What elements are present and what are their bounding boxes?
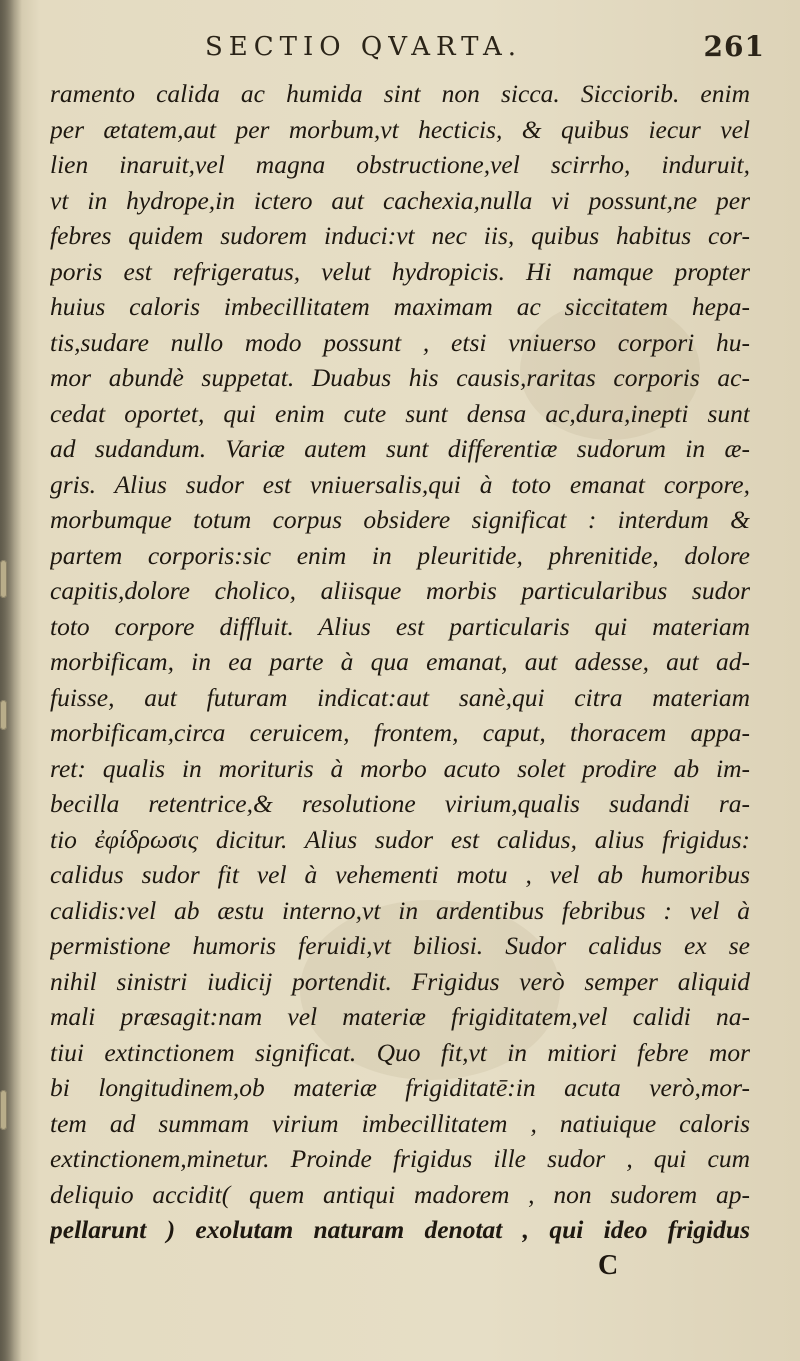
binding-thread	[0, 1090, 7, 1130]
binding-thread	[0, 560, 7, 598]
text-line: extinctionem,minetur. Proinde frigidus ille sudor , qui cum	[50, 1144, 750, 1173]
text-line: vt in hydrope,in ictero aut cachexia,nulla vi possunt,ne per	[50, 185, 750, 215]
text-line: cedat oportet, qui enim cute sunt densa ac,dura,inepti sunt	[50, 398, 750, 428]
text-line: lien inaruit,vel magna obstructione,vel scirrho, induruit,	[50, 150, 750, 179]
gutter-shadow	[0, 0, 22, 1361]
text-line: mor abundè suppetat. Duabus his causis,raritas corporis ac-	[50, 363, 750, 392]
text-line: calidus sudor fit vel à vehementi motu , vel ab humoribus	[50, 860, 750, 889]
text-line: tio ἐφίδρωσις dicitur. Alius sudor est calidus, alius frigidus:	[50, 824, 750, 854]
text-line: deliquio accidit( quem antiqui madorem , non sudorem ap-	[50, 1179, 750, 1209]
section-title: SECTIO QVARTA.	[205, 32, 523, 62]
text-line: huius caloris imbecillitatem maximam ac siccitatem hepa-	[50, 292, 750, 321]
text-line: nihil sinistri iudicij portendit. Frigidus verò semper aliquid	[50, 966, 750, 996]
text-line: permistione humoris feruidi,vt biliosi. Sudor calidus ex se	[50, 931, 750, 960]
signature-mark: C	[598, 1250, 619, 1281]
text-line: per ætatem,aut per morbum,vt hecticis, & quibus iecur vel	[50, 114, 750, 144]
text-line: mali præsagit:nam vel materiæ frigiditatem,vel calidi na-	[50, 1002, 750, 1031]
text-line: fuisse, aut futuram indicat:aut sanè,qui citra materiam	[50, 682, 750, 712]
text-line: ramento calida ac humida sint non sicca. Sicciorib. enim	[50, 79, 750, 108]
text-line: pellarunt ) exolutam naturam denotat , qui ideo frigidus	[50, 1215, 750, 1244]
text-line: calidis:vel ab æstu interno,vt in ardentibus febribus : vel à	[50, 895, 750, 925]
text-line: ret: qualis in morituris à morbo acuto solet prodire ab im-	[50, 753, 750, 783]
text-line: tis,sudare nullo modo possunt , etsi vniuerso corpori hu-	[50, 327, 750, 357]
text-line: poris est refrigeratus, velut hydropicis. Hi namque propter	[50, 256, 750, 286]
text-line: bi longitudinem,ob materiæ frigiditatē:in acuta verò,mor-	[50, 1073, 750, 1102]
text-line: morbificam,circa ceruicem, frontem, caput, thoracem appa-	[50, 718, 750, 747]
binding-thread	[0, 700, 7, 730]
text-line: tiui extinctionem significat. Quo fit,vt in mitiori febre mor	[50, 1037, 750, 1067]
text-line: morbumque totum corpus obsidere significat : interdum &	[50, 505, 750, 534]
text-line: ad sudandum. Variæ autem sunt differentiæ sudorum in æ-	[50, 434, 750, 463]
text-line: becilla retentrice,& resolutione virium,qualis sudandi ra-	[50, 789, 750, 818]
running-header	[205, 30, 765, 70]
text-line: toto corpore diffluit. Alius est particularis qui materiam	[50, 611, 750, 641]
text-line: febres quidem sudorem induci:vt nec iis, quibus habitus cor-	[50, 221, 750, 250]
page-number: 261	[703, 30, 765, 63]
text-line: capitis,dolore cholico, aliisque morbis particularibus sudor	[50, 576, 750, 605]
text-line: partem corporis:sic enim in pleuritide, phrenitide, dolore	[50, 540, 750, 570]
text-line: morbificam, in ea parte à qua emanat, aut adesse, aut ad-	[50, 647, 750, 676]
main-text	[50, 76, 750, 1248]
text-line: tem ad summam virium imbecillitatem , natiuique caloris	[50, 1108, 750, 1138]
text-line: gris. Alius sudor est vniuersalis,qui à toto emanat corpore,	[50, 469, 750, 499]
